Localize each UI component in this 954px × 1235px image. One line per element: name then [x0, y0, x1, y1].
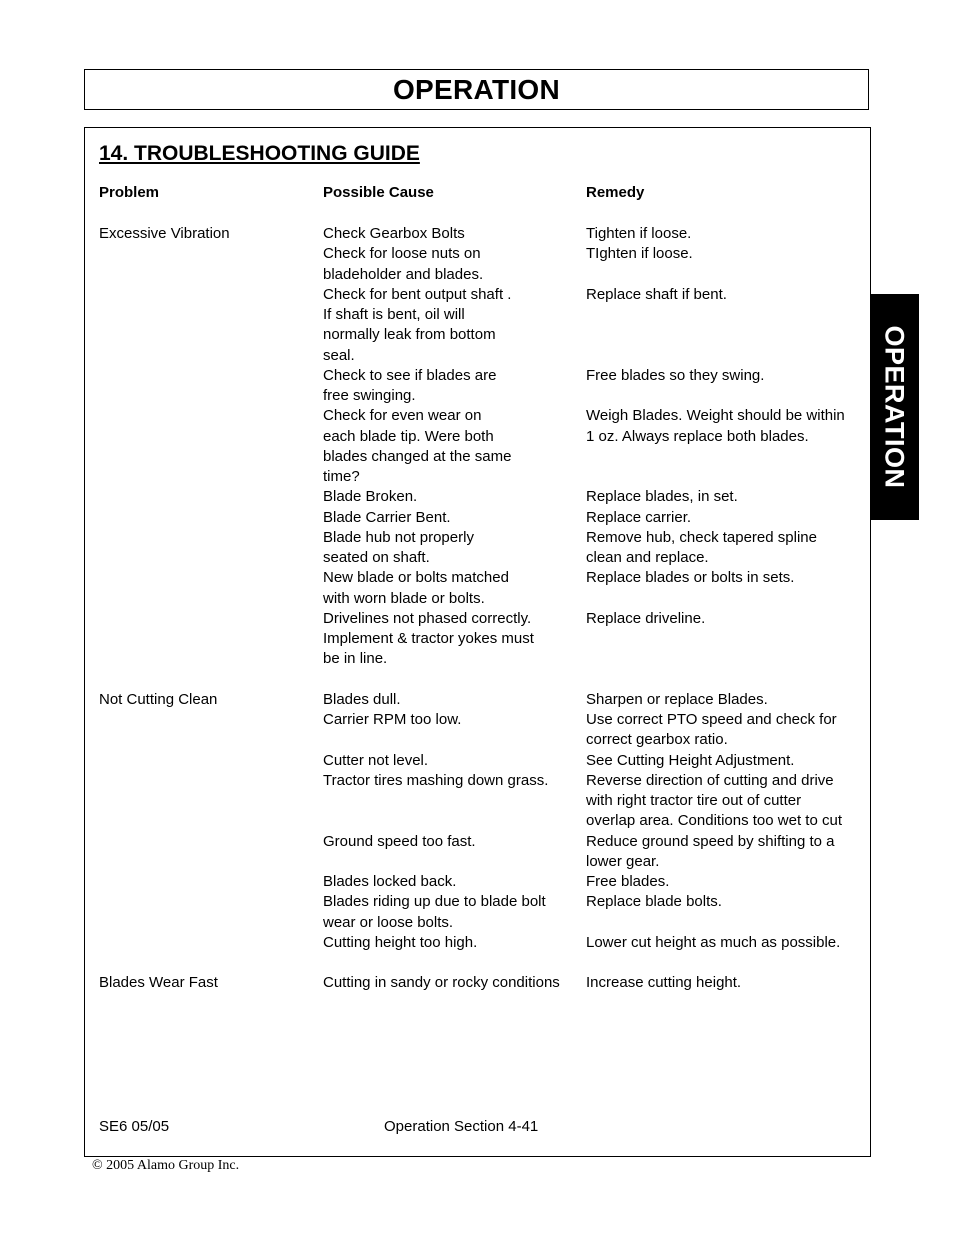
cause-cell: Check Gearbox Bolts	[323, 225, 465, 242]
table-row	[85, 366, 870, 386]
copyright-notice: © 2005 Alamo Group Inc.	[92, 1158, 240, 1173]
cause-cell: Tractor tires mashing down grass.	[323, 771, 549, 789]
table-row	[85, 406, 870, 426]
remedy-cell: 1 oz. Always replace both blades.	[586, 427, 809, 445]
problem-cell: Excessive Vibration	[99, 225, 230, 242]
cause-cell: free swinging.	[323, 387, 416, 404]
table-row	[85, 568, 870, 588]
table-row	[85, 548, 870, 568]
remedy-cell: Increase cutting height.	[586, 974, 742, 992]
cause-cell: Cutting height too high.	[323, 933, 478, 951]
remedy-cell: Reduce ground speed by shifting to a	[586, 832, 835, 850]
remedy-cell: clean and replace.	[586, 549, 709, 566]
table-row	[85, 852, 870, 872]
table-row	[85, 933, 870, 953]
problem-cell: Blades Wear Fast	[99, 974, 218, 992]
cause-cell: Drivelines not phased correctly.	[323, 609, 532, 627]
cause-cell: Check for bent output shaft .	[323, 285, 512, 303]
column-header-problem: Problem	[99, 184, 160, 201]
cause-cell: each blade tip. Were both	[323, 427, 494, 445]
remedy-cell: overlap area. Conditions too wet to cut	[586, 812, 842, 830]
table-row	[85, 832, 870, 852]
remedy-cell: Use correct PTO speed and check for	[586, 711, 837, 728]
table-row	[85, 346, 870, 366]
table-row	[85, 811, 870, 831]
cause-cell: wear or loose bolts.	[323, 913, 454, 931]
cause-cell: Check for loose nuts on	[323, 245, 481, 263]
cause-cell: Ground speed too fast.	[323, 832, 476, 850]
cause-cell: New blade or bolts matched	[323, 569, 509, 587]
remedy-cell: See Cutting Height Adjustment.	[586, 751, 795, 769]
remedy-cell: Remove hub, check tapered spline	[586, 528, 817, 546]
table-row	[85, 751, 870, 771]
table-row	[85, 609, 870, 629]
section-title: 14. TROUBLESHOOTING GUIDE	[99, 142, 420, 165]
cause-cell: Blade Carrier Bent.	[323, 508, 451, 526]
remedy-cell: Replace shaft if bent.	[586, 285, 727, 303]
remedy-cell: with right tractor tire out of cutter	[586, 792, 802, 809]
table-row	[85, 670, 870, 690]
cause-cell: time?	[323, 468, 360, 485]
table-row	[85, 528, 870, 548]
page-header	[84, 69, 869, 110]
cause-cell: be in line.	[323, 650, 388, 668]
remedy-cell: Replace driveline.	[586, 609, 706, 627]
footer-model-date: SE6 05/05	[99, 1118, 170, 1135]
table-row	[85, 953, 870, 973]
table-row	[85, 649, 870, 669]
page-title: OPERATION	[392, 73, 561, 105]
table-row	[85, 730, 870, 750]
table-row	[85, 325, 870, 345]
table-row	[85, 791, 870, 811]
table-row	[85, 224, 870, 244]
table-row	[85, 285, 870, 305]
table-row	[85, 629, 870, 649]
cause-cell: Blades dull.	[323, 690, 401, 708]
table-row	[85, 771, 870, 791]
cause-cell: bladeholder and blades.	[323, 265, 484, 283]
table-row	[85, 467, 870, 487]
remedy-cell: Free blades so they swing.	[586, 366, 765, 384]
column-header-row	[85, 183, 870, 203]
remedy-cell: Sharpen or replace Blades.	[586, 690, 768, 708]
cause-cell: Check for even wear on	[323, 407, 482, 425]
cause-cell: Implement & tractor yokes must	[323, 630, 534, 647]
table-row	[85, 973, 870, 993]
remedy-cell: Replace blades or bolts in sets.	[586, 569, 795, 587]
table-row	[85, 487, 870, 507]
cause-cell: Cutting in sandy or rocky conditions	[323, 974, 560, 992]
table-row	[85, 710, 870, 730]
cause-cell: Carrier RPM too low.	[323, 711, 462, 728]
cause-cell: blades changed at the same	[323, 447, 512, 465]
table-row	[85, 265, 870, 285]
remedy-cell: Weigh Blades. Weight should be within	[586, 407, 845, 425]
table-row	[85, 872, 870, 892]
remedy-cell: Replace blades, in set.	[586, 488, 738, 506]
cause-cell: with worn blade or bolts.	[323, 589, 485, 607]
cause-cell: Check to see if blades are	[323, 366, 497, 384]
troubleshooting-section	[84, 127, 871, 1157]
cause-cell: Blade hub not properly	[323, 528, 474, 546]
remedy-cell: correct gearbox ratio.	[586, 731, 728, 749]
table-row	[85, 244, 870, 264]
table-row	[85, 508, 870, 528]
table-row	[85, 690, 870, 710]
remedy-cell: Reverse direction of cutting and drive	[586, 771, 834, 789]
table-row	[85, 386, 870, 406]
table-row	[85, 305, 870, 325]
remedy-cell: Replace blade bolts.	[586, 893, 722, 911]
cause-cell: seal.	[323, 346, 355, 364]
table-row	[85, 913, 870, 933]
cause-cell: normally leak from bottom	[323, 326, 496, 344]
remedy-cell: Lower cut height as much as possible.	[586, 933, 841, 951]
footer-page-number: Operation Section 4-41	[384, 1118, 539, 1135]
cause-cell: Blades riding up due to blade bolt	[323, 893, 546, 911]
column-header-remedy: Remedy	[586, 184, 645, 201]
side-tab-operation	[870, 294, 919, 520]
problem-cell: Not Cutting Clean	[99, 690, 218, 708]
cause-cell: If shaft is bent, oil will	[323, 306, 465, 323]
column-header-cause: Possible Cause	[323, 184, 434, 201]
cause-cell: Blades locked back.	[323, 873, 457, 890]
cause-cell: Cutter not level.	[323, 751, 429, 769]
table-row	[85, 447, 870, 467]
table-row	[85, 892, 870, 912]
cause-cell: seated on shaft.	[323, 549, 430, 566]
remedy-cell: lower gear.	[586, 852, 660, 870]
remedy-cell: Free blades.	[586, 873, 670, 890]
side-tab-label: OPERATION	[879, 325, 910, 489]
table-row	[85, 427, 870, 447]
remedy-cell: Tighten if loose.	[586, 225, 692, 242]
table-row	[85, 589, 870, 609]
cause-cell: Blade Broken.	[323, 488, 418, 506]
remedy-cell: Replace carrier.	[586, 508, 692, 526]
remedy-cell: TIghten if loose.	[586, 245, 693, 263]
